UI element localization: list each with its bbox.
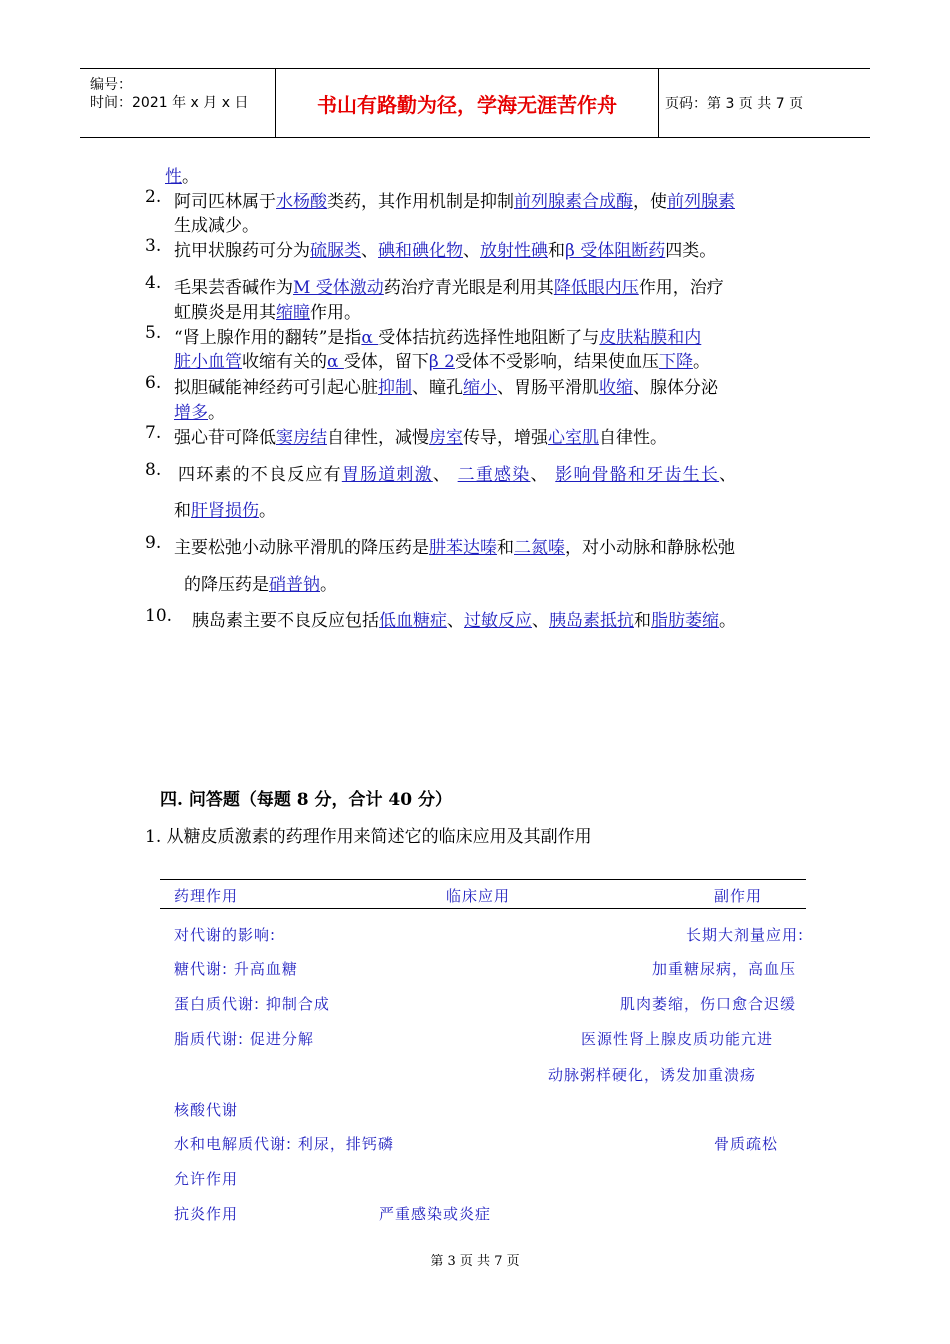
text: 收缩有关的	[242, 352, 327, 372]
answer: α	[361, 328, 379, 348]
item-number: 6.	[145, 373, 162, 393]
item-number: 2.	[145, 187, 162, 207]
table-cell: 长期大剂量应用:	[685, 926, 804, 944]
text: 、胃肠平滑肌	[497, 378, 599, 398]
table-top-rule	[160, 879, 806, 880]
answer: 放射性碘	[480, 241, 548, 261]
text: 抗甲状腺药可分为	[174, 241, 310, 261]
text: 。	[182, 167, 199, 187]
answer: 抑制	[378, 378, 412, 398]
text: 和	[548, 241, 565, 261]
text: 虹膜炎是用其	[174, 303, 276, 323]
table-header: 临床应用	[446, 887, 511, 905]
answer: 硝普钠	[269, 575, 320, 595]
answer: M 受体激动	[293, 278, 384, 298]
table-cell: 允许作用	[174, 1170, 239, 1188]
table-header: 药理作用	[174, 887, 239, 905]
text: 胰岛素主要不良反应包括	[192, 611, 379, 631]
answer: 脏小血管	[174, 352, 242, 372]
item-number: 10.	[145, 606, 173, 626]
table-cell: 加重糖尿病，高血压	[651, 960, 796, 978]
answer: 影响骨骼和牙齿生长	[555, 465, 720, 485]
text: 阿司匹林属于	[174, 192, 276, 212]
page-footer: 第 3 页 共 7 页	[430, 1254, 520, 1269]
text: 、	[463, 241, 480, 261]
text: ，对小动脉和静脉松弛	[565, 538, 735, 558]
answer: 心室肌	[548, 428, 599, 448]
answer: 性	[165, 167, 182, 187]
time-label: 时间：2021 年 x 月 x 日	[90, 95, 249, 111]
table-cell: 抗炎作用	[174, 1205, 239, 1223]
section-title: 四. 问答题（每题 8 分，合计 40 分）	[160, 790, 452, 810]
table-cell: 蛋白质代谢: 抑制合成	[174, 995, 330, 1013]
text: 。	[259, 501, 276, 521]
table-header-rule	[160, 908, 806, 909]
table-cell: 脂质代谢: 促进分解	[174, 1030, 314, 1048]
text: 、	[447, 611, 464, 631]
answer: 窦房结	[276, 428, 327, 448]
text: 生成减少。	[174, 216, 259, 236]
essay-question-1: 1. 从糖皮质激素的药理作用来简述它的临床应用及其副作用	[145, 827, 592, 847]
text: “肾上腺作用的翻转”是指	[174, 328, 362, 348]
text: 和	[174, 501, 191, 521]
header-page-info: 页码：第 3 页 共 7 页	[665, 96, 804, 112]
text: 、	[361, 241, 378, 261]
answer: 增多	[174, 403, 208, 423]
table-cell: 糖代谢: 升高血糖	[174, 960, 298, 978]
table-cell: 核酸代谢	[174, 1101, 239, 1119]
answer: 硫脲类	[310, 241, 361, 261]
answer: 肝肾损伤	[191, 501, 259, 521]
text: 、	[532, 611, 549, 631]
answer: 二氮嗪	[514, 538, 565, 558]
text: 、瞳孔	[412, 378, 463, 398]
text: 、腺体分泌	[633, 378, 718, 398]
item-number: 4.	[145, 273, 162, 293]
answer: 脂肪萎缩	[651, 611, 719, 631]
text: 。	[692, 352, 710, 372]
text: 受体不受影响，结果使血压	[454, 352, 659, 372]
answer: 二重感染	[457, 465, 531, 485]
answer: 房室	[429, 428, 463, 448]
answer: 碘和碘化物	[378, 241, 463, 261]
item-number: 7.	[145, 423, 162, 443]
text: 、	[530, 465, 549, 485]
text: 和	[497, 538, 514, 558]
text: 的降压药是	[184, 575, 269, 595]
text: 作用。	[310, 303, 361, 323]
item-number: 9.	[145, 533, 162, 553]
text: 和	[634, 611, 651, 631]
table-cell: 动脉粥样硬化，诱发加重溃疡	[548, 1066, 757, 1084]
text: 、	[432, 465, 452, 485]
answer: 过敏反应	[464, 611, 532, 631]
table-cell: 严重感染或炎症	[379, 1205, 492, 1223]
text: 四类。	[665, 241, 717, 261]
answer: β 受体阻断药	[565, 241, 666, 261]
answer: 水杨酸	[276, 192, 327, 212]
table-cell: 水和电解质代谢: 利尿，排钙磷	[174, 1135, 394, 1153]
text: 毛果芸香碱作为	[174, 278, 293, 298]
text: 传导，增强	[463, 428, 548, 448]
answer: 降低眼内压	[553, 278, 639, 298]
text: 拟胆碱能神经药可引起心脏	[174, 378, 378, 398]
text: 主要松弛小动脉平滑肌的降压药是	[174, 538, 429, 558]
answer: 低血糖症	[379, 611, 447, 631]
text: 。	[208, 403, 225, 423]
answer: 前列腺素合成酶	[514, 192, 633, 212]
text: 。	[719, 611, 736, 631]
item-number: 5.	[145, 323, 162, 343]
text: 。	[320, 575, 337, 595]
answer: 前列腺素	[667, 192, 735, 212]
table-cell: 肌肉萎缩，伤口愈合迟缓	[619, 995, 796, 1013]
text: 、	[719, 465, 738, 485]
q1-tail	[165, 162, 199, 187]
answer: 胰岛素抵抗	[549, 611, 634, 631]
header-meta	[80, 69, 276, 137]
answer: 下降	[658, 352, 693, 372]
table-cell: 骨质疏松	[714, 1135, 779, 1153]
text: 受体拮抗药选择性地阻断了与	[378, 328, 600, 348]
text: 受体，留下	[343, 352, 429, 372]
answer: 缩小	[463, 378, 497, 398]
text: 强心苷可降低	[174, 428, 276, 448]
text: 药治疗青光眼是利用其	[383, 278, 554, 298]
text: 自律性，减慢	[327, 428, 429, 448]
table-cell: 对代谢的影响:	[174, 926, 277, 944]
answer: 肼苯达嗪	[429, 538, 497, 558]
answer: 缩瞳	[276, 303, 310, 323]
header-motto: 书山有路勤为径，学海无涯苦作舟	[276, 69, 659, 137]
text: 类药，其作用机制是抑制	[327, 192, 514, 212]
answer: 皮肤粘膜和内	[599, 328, 702, 348]
answer: 收缩	[599, 378, 633, 398]
text: ，使	[633, 192, 667, 212]
answer: α	[327, 352, 344, 372]
page-header	[80, 68, 870, 138]
text: 作用，治疗	[638, 278, 724, 298]
text: 自律性。	[599, 428, 667, 448]
item-number: 8.	[145, 460, 162, 480]
answer: 胃肠道刺激	[341, 465, 433, 485]
table-cell: 医源性肾上腺皮质功能亢进	[581, 1030, 774, 1048]
item-number: 3.	[145, 236, 162, 256]
answer: β 2	[428, 352, 455, 372]
number-label: 编号：	[90, 77, 132, 93]
text: 四环素的不良反应有	[178, 465, 342, 485]
table-header: 副作用	[714, 887, 763, 905]
